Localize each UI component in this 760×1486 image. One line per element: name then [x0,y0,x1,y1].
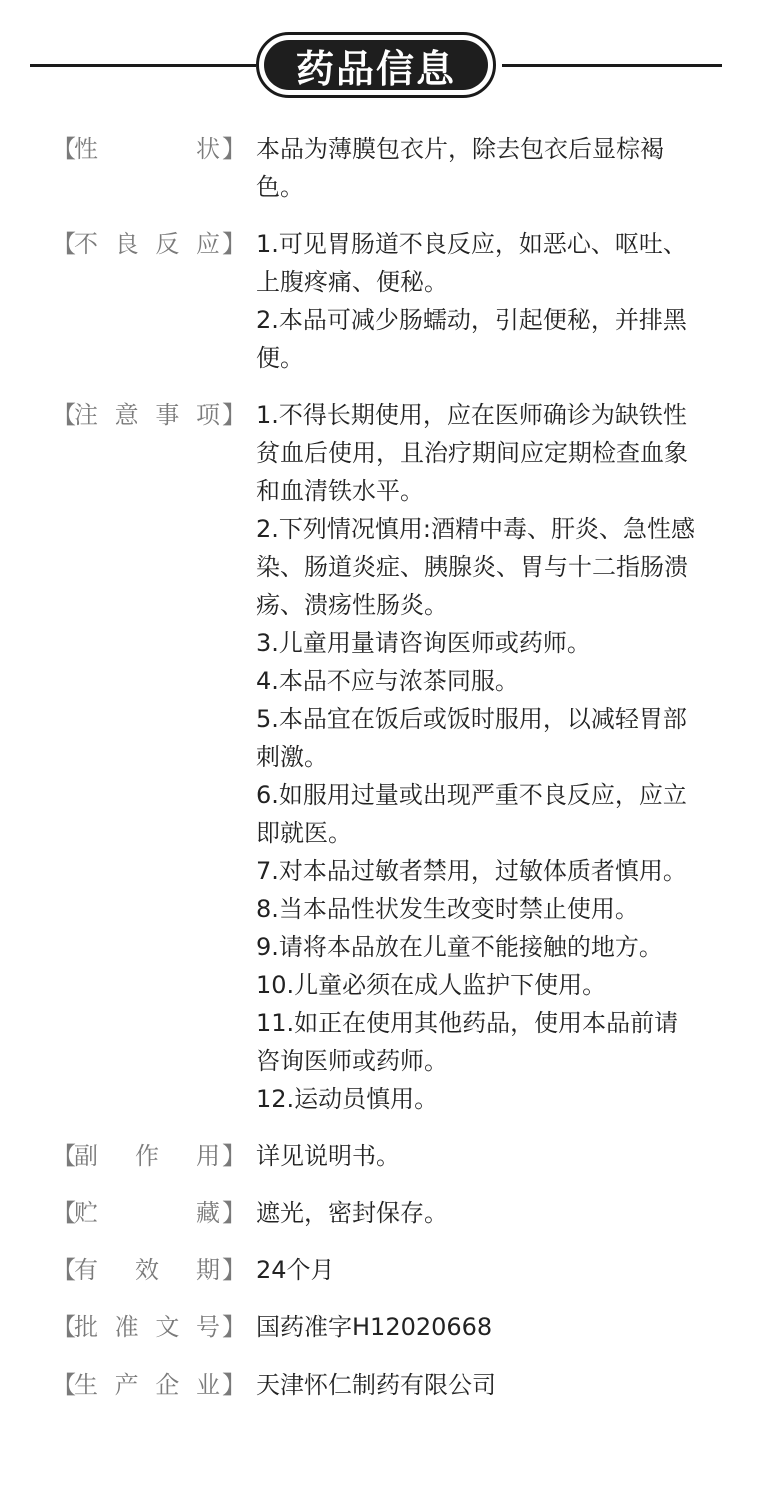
label-bracket-open: 【 [52,1142,76,1170]
header-rule-left [30,64,256,67]
info-row [0,1251,760,1289]
value-paragraph: 6.如服用过量或出现严重不良反应，应立即就医。 [256,781,687,847]
value-paragraph: 8.当本品性状发生改变时禁止使用。 [256,895,639,923]
value-paragraph: 2.下列情况慎用:酒精中毒、肝炎、急性感染、肠道炎症、胰腺炎、胃与十二指肠溃疡、溃疡性肠炎。 [256,515,695,619]
header-rule-right [502,64,722,67]
label-bracket-close: 】 [222,1313,246,1341]
label-text: 有 效 期 [74,1256,220,1284]
value-paragraph: 国药准字H12020668 [256,1313,493,1341]
field-label [0,130,256,168]
label-text: 批 准 文 号 [74,1313,220,1341]
value-paragraph: 4.本品不应与浓茶同服。 [256,667,519,695]
value-paragraph: 1.可见胃肠道不良反应，如恶心、呕吐、上腹疼痛、便秘。 [256,230,687,296]
label-text: 性 状 [74,135,220,163]
label-text: 不 良 反 应 [74,230,220,258]
value-paragraph: 7.对本品过敏者禁用，过敏体质者慎用。 [256,857,687,885]
field-label [0,1308,256,1346]
field-label [0,1137,256,1175]
label-bracket-open: 【 [52,1313,76,1341]
info-row [0,1366,760,1404]
value-paragraph: 3.儿童用量请咨询医师或药师。 [256,629,591,657]
value-paragraph: 9.请将本品放在儿童不能接触的地方。 [256,933,663,961]
section-header [0,32,760,98]
label-text: 注 意 事 项 [74,401,220,429]
label-bracket-open: 【 [52,1371,76,1399]
field-label [0,1366,256,1404]
field-value [256,1366,696,1404]
field-value [256,1194,696,1232]
field-value [256,396,696,1118]
field-value [256,1251,696,1289]
label-text: 副 作 用 [74,1142,220,1170]
label-bracket-close: 】 [222,230,246,258]
value-paragraph: 本品为薄膜包衣片，除去包衣后显棕褐色。 [256,135,664,201]
info-row [0,1137,760,1175]
label-bracket-open: 【 [52,1199,76,1227]
value-paragraph: 24个月 [256,1256,335,1284]
value-paragraph: 10.儿童必须在成人监护下使用。 [256,971,607,999]
value-paragraph: 11.如正在使用其他药品，使用本品前请咨询医师或药师。 [256,1009,679,1075]
value-paragraph: 12.运动员慎用。 [256,1085,439,1113]
field-label [0,1194,256,1232]
value-paragraph: 5.本品宜在饭后或饭时服用，以减轻胃部刺激。 [256,705,687,771]
title-badge [256,32,496,98]
page-title: 药品信息 [264,40,488,90]
value-paragraph: 详见说明书。 [256,1142,400,1170]
label-bracket-open: 【 [52,1256,76,1284]
field-label [0,396,256,434]
label-bracket-close: 】 [222,1199,246,1227]
field-value [256,225,696,377]
info-row [0,396,760,1118]
field-label [0,225,256,263]
info-row [0,1194,760,1232]
label-bracket-close: 】 [222,1371,246,1399]
label-bracket-open: 【 [52,135,76,163]
label-bracket-open: 【 [52,230,76,258]
value-paragraph: 天津怀仁制药有限公司 [256,1371,496,1399]
label-bracket-close: 】 [222,1256,246,1284]
info-row [0,225,760,377]
label-bracket-close: 】 [222,135,246,163]
label-text: 生 产 企 业 [74,1371,220,1399]
info-row [0,130,760,206]
value-paragraph: 1.不得长期使用，应在医师确诊为缺铁性贫血后使用，且治疗期间应定期检查血象和血清铁水平。 [256,401,688,505]
field-value [256,130,696,206]
label-text: 贮 藏 [74,1199,220,1227]
info-row [0,1308,760,1346]
label-bracket-open: 【 [52,401,76,429]
value-paragraph: 遮光，密封保存。 [256,1199,448,1227]
field-value [256,1308,696,1346]
value-paragraph: 2.本品可减少肠蠕动，引起便秘，并排黑便。 [256,306,687,372]
field-label [0,1251,256,1289]
drug-info-list [0,130,760,1404]
field-value [256,1137,696,1175]
label-bracket-close: 】 [222,1142,246,1170]
label-bracket-close: 】 [222,401,246,429]
